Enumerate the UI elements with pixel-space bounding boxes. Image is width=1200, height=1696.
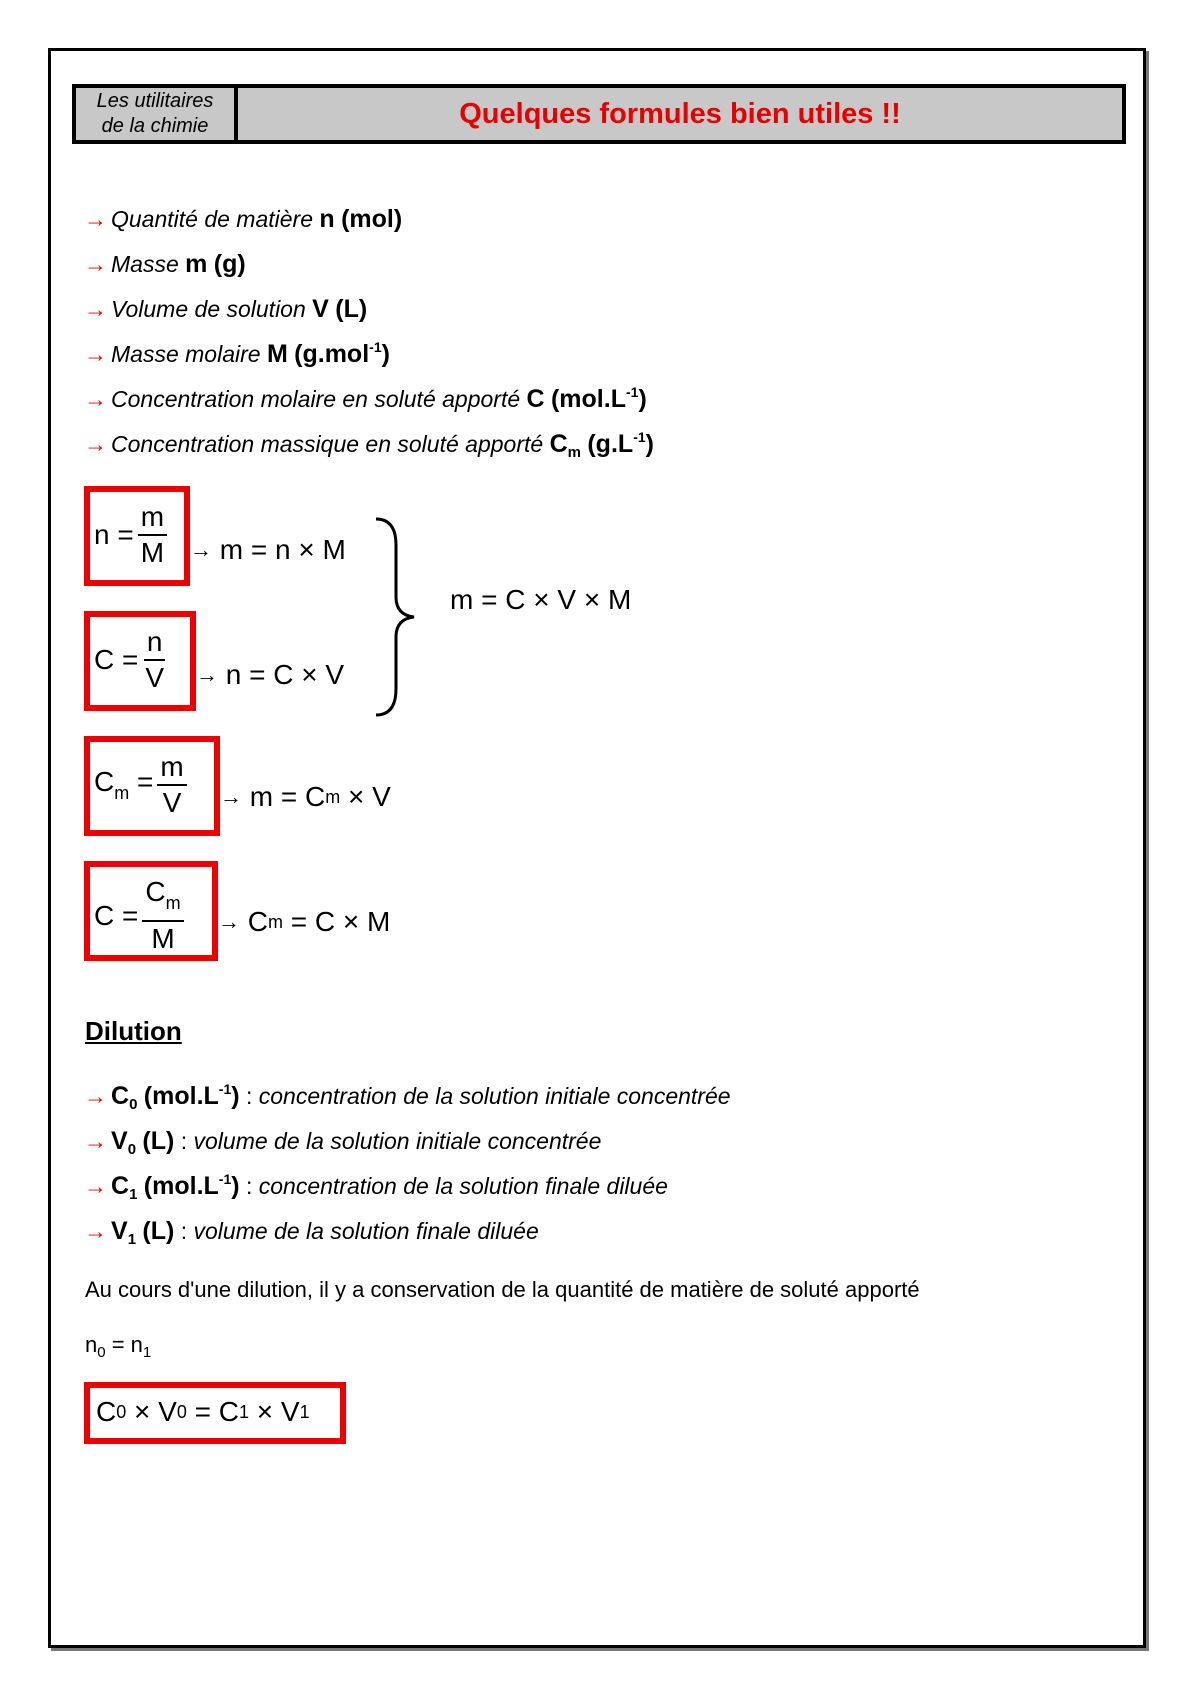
arrow-icon: → [84, 1083, 107, 1109]
formula-result-cm: → C m = C × M [218, 906, 391, 937]
formula-combined: m = C × V × M [450, 584, 632, 615]
arrow-icon: → [84, 431, 107, 457]
definition-item: → Masse molaire M (g.mol$^{-1}$) [84, 339, 390, 368]
dilution-item: → $C_0$ $(mol.L^{-1})$ : concentration de la solution initiale concentrée [84, 1081, 731, 1113]
dilution-statement: Au cours d'une dilution, il y a conservation de la quantité de matière de soluté apporté [85, 1277, 920, 1302]
section-title-dilution: Dilution [85, 1016, 182, 1046]
definition-item: → Volume de solution V (L) [84, 295, 368, 323]
arrow-icon: → [84, 386, 107, 412]
formula-result-m: → m = n × M [190, 534, 346, 565]
definition-item: → Concentration massique en soluté apporté $C_m$ $(g.L^{-1})$ [84, 429, 654, 461]
formula-result-n: → n = C × V [196, 659, 345, 690]
dilution-item: → $V_0$ (L) : volume de la solution initiale concentrée [84, 1127, 602, 1158]
arrow-icon: → [84, 1218, 107, 1244]
header-bar [72, 84, 1126, 144]
dilution-item: → $C_1$ $(mol.L^{-1})$ : concentration de la solution finale diluée [84, 1171, 668, 1203]
arrow-icon: → [84, 341, 107, 367]
definition-item: → Concentration molaire en soluté apporté C $(mol.L^{-1})$ [84, 384, 647, 413]
formula-box-dilution: C 0 × V 0 = C 1 × V 1 [84, 1382, 346, 1444]
brace-icon [372, 515, 422, 720]
definition-item: → Masse m (g) [84, 250, 246, 278]
formula-box-cm: $C_m$ = $\frac{m}{V}$ [84, 736, 220, 836]
formula-box-c-cm: C = $\frac{C_m}{M}$ [84, 861, 218, 961]
arrow-icon: → [84, 206, 107, 232]
arrow-icon: → [84, 1173, 107, 1199]
definition-item: → Quantité de matière n (mol) [84, 205, 403, 233]
category-label [76, 88, 238, 140]
category-line-2: de la chimie [101, 115, 209, 137]
page-title: Quelques formules bien utiles !! [459, 98, 901, 130]
arrow-icon: → [84, 251, 107, 277]
arrow-icon: → [84, 1128, 107, 1154]
category-line-1: Les utilitaires [96, 90, 214, 112]
formula-box-n: n = $\frac{m}{M}$ [84, 486, 190, 586]
arrow-icon: → [84, 296, 107, 322]
formula-result-m-cm: → m = C m × V [220, 781, 391, 812]
conservation-equation: $n_0 = n_1$ [85, 1332, 152, 1361]
formula-box-c: C = $\frac{n}{V}$ [84, 611, 196, 711]
dilution-item: → $V_1$ (L) : volume de la solution finale diluée [84, 1217, 539, 1248]
